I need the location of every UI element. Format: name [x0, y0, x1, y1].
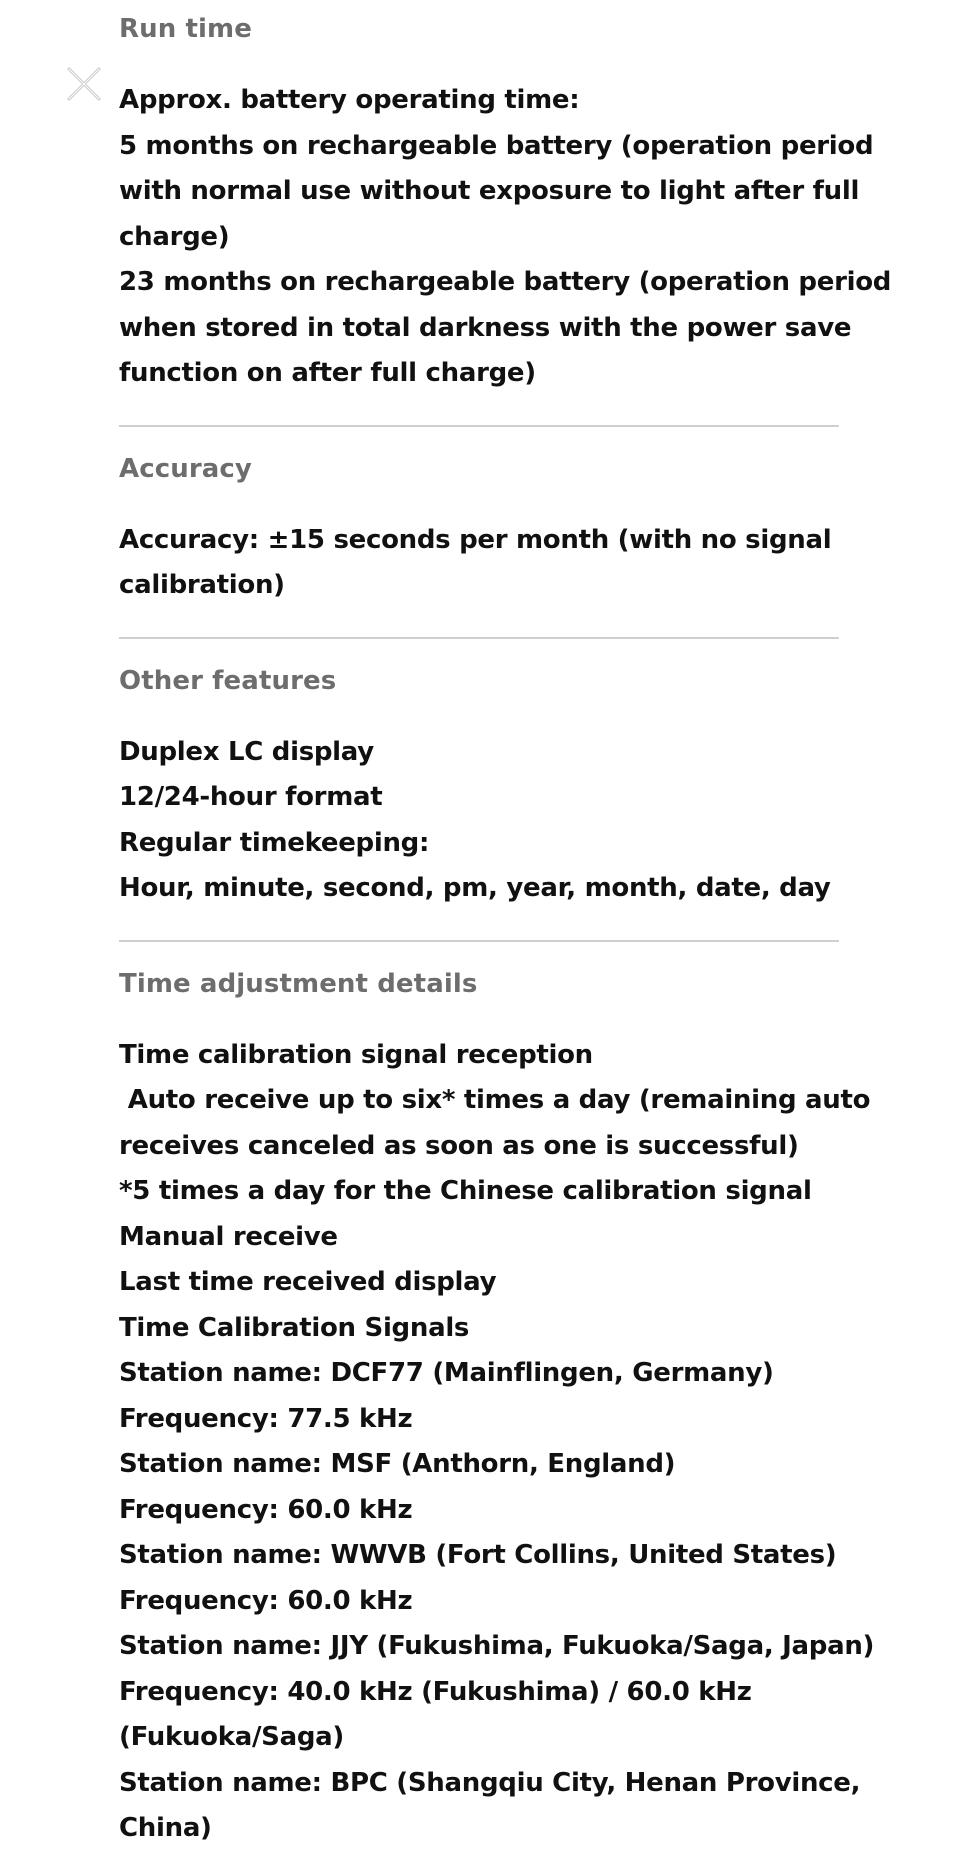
section-divider — [119, 425, 839, 427]
spec-line: calibration) — [119, 570, 285, 600]
section-title-time-adjustment: Time adjustment details — [119, 968, 478, 999]
section-body-accuracy — [119, 518, 839, 609]
section-accuracy — [119, 454, 839, 609]
spec-line: Station name: JJY (Fukushima, Fukuoka/Saga, Japan) — [119, 1631, 875, 1661]
spec-line: 5 months on rechargeable battery (operation period — [119, 130, 874, 161]
spec-line: Accuracy: ±15 seconds per month (with no signal — [119, 524, 832, 555]
section-title-other-features: Other features — [119, 665, 337, 696]
section-run-time — [119, 0, 892, 397]
spec-line: Frequency: 60.0 kHz — [119, 1585, 413, 1616]
spec-line: function on after full charge) — [119, 358, 536, 388]
spec-line: *5 times a day for the Chinese calibration signal — [119, 1176, 812, 1206]
spec-content — [119, 0, 892, 1852]
section-divider — [119, 940, 839, 942]
spec-line: Approx. battery operating time: — [119, 85, 580, 115]
spec-line: Station name: WWVB (Fort Collins, United States) — [119, 1540, 837, 1570]
spec-line: Last time received display — [119, 1267, 497, 1297]
spec-line: Station name: BPC (Shangqiu City, Henan Province, — [119, 1767, 861, 1798]
spec-line: Duplex LC display — [119, 736, 374, 767]
spec-line: Frequency: 77.5 kHz — [119, 1403, 413, 1434]
spec-line: Station name: MSF (Anthorn, England) — [119, 1449, 676, 1479]
close-icon[interactable] — [64, 64, 104, 104]
spec-line: Time Calibration Signals — [119, 1312, 470, 1343]
spec-line: 12/24-hour format — [119, 782, 383, 812]
spec-line: Frequency: 40.0 kHz (Fukushima) / 60.0 kHz — [119, 1676, 752, 1707]
spec-line: 23 months on rechargeable battery (operation period — [119, 267, 892, 297]
spec-line: China) — [119, 1813, 212, 1843]
spec-line: charge) — [119, 221, 230, 252]
spec-line: receives canceled as soon as one is successful) — [119, 1130, 799, 1161]
section-other-features — [119, 666, 839, 912]
spec-line: Time calibration signal reception — [119, 1039, 593, 1070]
spec-line: Frequency: 60.0 kHz — [119, 1494, 413, 1525]
spec-line: when stored in total darkness with the power save — [119, 312, 852, 343]
spec-line: Manual receive — [119, 1221, 338, 1252]
section-divider — [119, 637, 839, 639]
spec-line: Hour, minute, second, pm, year, month, date, day — [119, 873, 831, 903]
spec-line: Station name: DCF77 (Mainflingen, Germany) — [119, 1358, 774, 1388]
section-title-accuracy: Accuracy — [119, 453, 252, 484]
spec-line: Regular timekeeping: — [119, 827, 430, 858]
spec-line: (Fukuoka/Saga) — [119, 1722, 344, 1752]
section-time-adjustment — [119, 968, 875, 1852]
section-title-run-time: Run time — [119, 14, 252, 44]
section-body-other-features — [119, 730, 839, 912]
section-body-time-adjustment — [119, 1033, 875, 1852]
spec-line: Auto receive up to six* times a day (remaining auto — [119, 1085, 871, 1115]
section-body-run-time — [119, 78, 892, 397]
spec-line: with normal use without exposure to light after full — [119, 176, 860, 206]
